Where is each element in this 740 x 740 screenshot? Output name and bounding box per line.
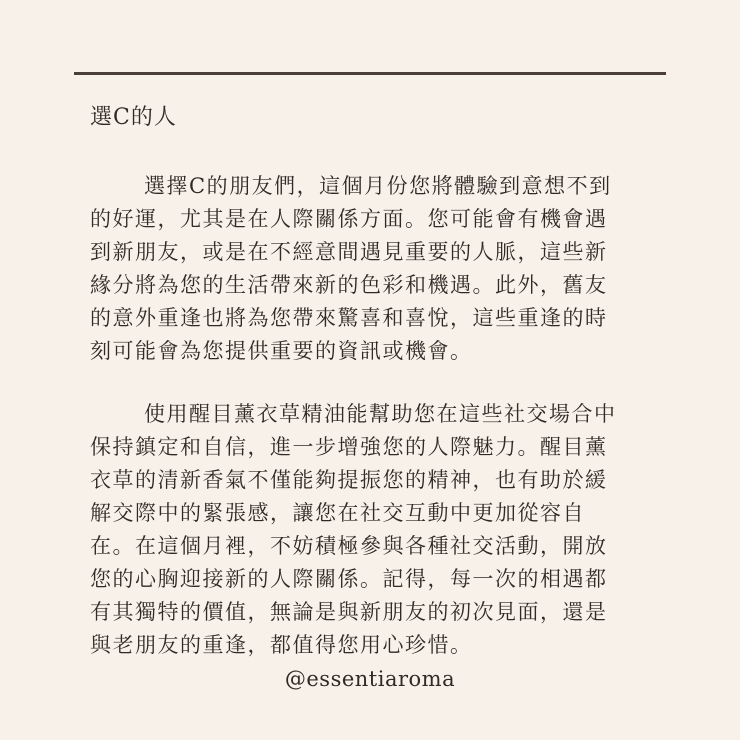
paragraph-1-line: 到新朋友，或是在不經意間遇見重要的人脈，這些新 bbox=[90, 240, 608, 264]
paragraph-2 bbox=[90, 398, 680, 662]
paragraph-1-line: 緣分將為您的生活帶來新的色彩和機遇。此外，舊友 bbox=[90, 273, 608, 297]
section-heading: 選C的人 bbox=[90, 105, 177, 130]
paragraph-1-line: 刻可能會為您提供重要的資訊或機會。 bbox=[90, 339, 473, 363]
paragraph-2-line: 使用醒目薰衣草精油能幫助您在這些社交場合中 bbox=[144, 402, 617, 426]
paragraph-1-line: 的意外重逢也將為您帶來驚喜和喜悅，這些重逢的時 bbox=[90, 306, 608, 330]
paragraph-1-line: 的好運，尤其是在人際關係方面。您可能會有機會遇 bbox=[90, 207, 608, 231]
paragraph-2-line: 保持鎮定和自信，進一步增強您的人際魅力。醒目薰 bbox=[90, 435, 608, 459]
paragraph-2-line: 您的心胸迎接新的人際關係。記得，每一次的相遇都 bbox=[90, 567, 608, 591]
paragraph-2-line: 與老朋友的重逢，都值得您用心珍惜。 bbox=[90, 633, 473, 657]
paragraph-1 bbox=[90, 170, 680, 368]
paragraph-2-line: 衣草的清新香氣不僅能夠提振您的精神，也有助於緩 bbox=[90, 468, 608, 492]
paragraph-2-line: 解交際中的緊張感，讓您在社交互動中更加從容自 bbox=[90, 501, 585, 525]
paragraph-2-line: 有其獨特的價值，無論是與新朋友的初次見面，還是 bbox=[90, 600, 608, 624]
paragraph-2-line: 在。在這個月裡，不妨積極參與各種社交活動，開放 bbox=[90, 534, 608, 558]
top-divider bbox=[74, 72, 666, 75]
paragraph-1-line: 選擇C的朋友們，這個月份您將體驗到意想不到 bbox=[144, 174, 612, 198]
social-handle: @essentiaroma bbox=[284, 667, 456, 691]
